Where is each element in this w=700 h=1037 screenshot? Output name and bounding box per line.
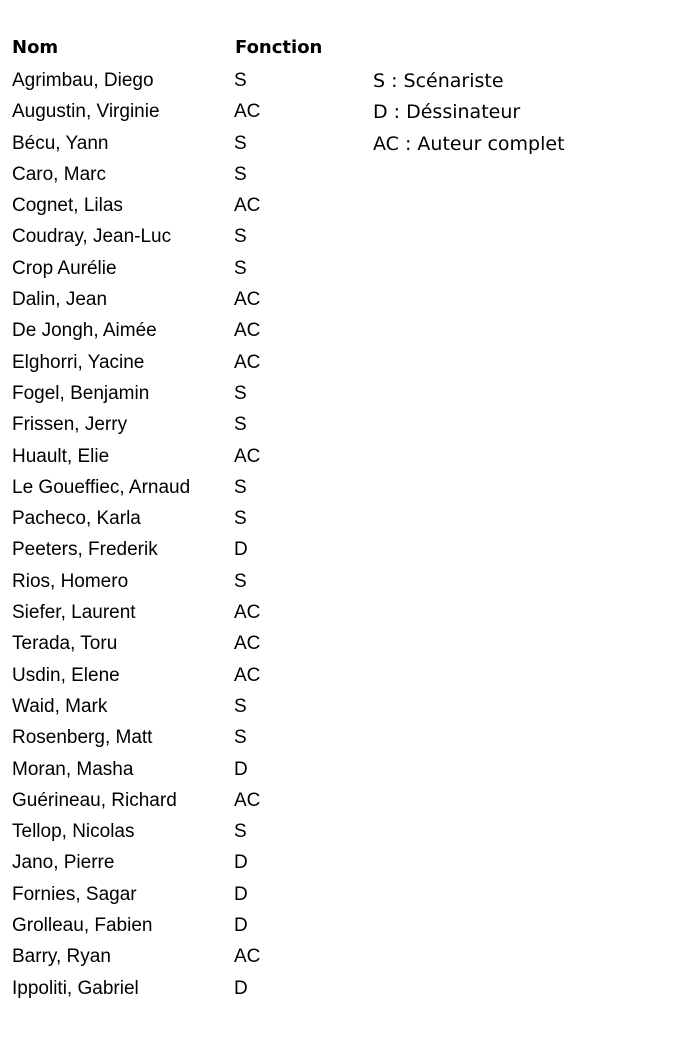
author-name: Coudray, Jean-Luc — [12, 226, 172, 248]
author-name: Fornies, Sagar — [12, 883, 137, 905]
author-role: D — [234, 883, 248, 905]
author-name: Moran, Masha — [12, 758, 134, 780]
author-name: Siefer, Laurent — [12, 602, 136, 624]
author-name: De Jongh, Aimée — [12, 320, 157, 342]
author-name: Pacheco, Karla — [12, 508, 141, 530]
author-name: Peeters, Frederik — [12, 539, 158, 561]
table-row — [12, 913, 372, 944]
author-role: AC — [234, 445, 261, 467]
author-role: S — [234, 70, 247, 91]
table-row — [12, 631, 372, 662]
author-name: Huault, Elie — [12, 445, 110, 467]
author-role: AC — [234, 351, 261, 373]
table-row — [12, 944, 372, 975]
author-role: S — [234, 508, 247, 530]
table-row — [12, 569, 372, 600]
table-row — [12, 663, 372, 694]
table-row — [12, 162, 372, 193]
table-row — [12, 976, 372, 1007]
author-name: Crop Aurélie — [12, 257, 117, 279]
author-role: AC — [234, 602, 261, 624]
author-name: Caro, Marc — [12, 163, 106, 185]
author-name: Rios, Homero — [12, 570, 129, 592]
author-name: Elghorri, Yacine — [12, 351, 145, 373]
table-row — [12, 99, 372, 130]
table-row — [12, 600, 372, 631]
table-row — [12, 537, 372, 568]
author-name: Tellop, Nicolas — [12, 821, 135, 843]
author-role: S — [234, 570, 247, 592]
table-row — [12, 287, 372, 318]
author-role: AC — [234, 789, 261, 811]
author-role: D — [234, 915, 248, 937]
author-role: S — [234, 414, 247, 436]
table-row — [12, 381, 372, 412]
table-row — [12, 506, 372, 537]
author-name: Fogel, Benjamin — [12, 382, 150, 404]
author-name: Agrimbau, Diego — [12, 70, 154, 91]
author-role: D — [234, 539, 248, 561]
author-role: AC — [234, 633, 261, 655]
table-row — [12, 318, 372, 349]
author-name: Grolleau, Fabien — [12, 915, 153, 937]
author-role: D — [234, 977, 248, 999]
table-row — [12, 131, 372, 162]
table-row — [12, 725, 372, 756]
author-name: Guérineau, Richard — [12, 789, 177, 811]
table-row — [12, 850, 372, 881]
legend-item: D : Déssinateur — [373, 101, 521, 124]
author-role: AC — [234, 289, 261, 311]
authors-list — [12, 68, 372, 1007]
author-name: Cognet, Lilas — [12, 195, 123, 217]
author-name: Dalin, Jean — [12, 289, 108, 311]
table-row — [12, 68, 372, 99]
legend — [373, 68, 565, 162]
author-name: Usdin, Elene — [12, 664, 120, 686]
table-row — [12, 819, 372, 850]
table-row — [12, 350, 372, 381]
author-name: Ippoliti, Gabriel — [12, 977, 139, 999]
author-name: Barry, Ryan — [12, 946, 111, 968]
table-row — [12, 256, 372, 287]
legend-item: S : Scénariste — [373, 70, 504, 92]
table-row — [12, 694, 372, 725]
author-name: Bécu, Yann — [12, 132, 109, 154]
author-name: Le Goueffiec, Arnaud — [12, 476, 191, 498]
author-name: Frissen, Jerry — [12, 414, 128, 436]
author-role: D — [234, 758, 248, 780]
author-role: S — [234, 163, 247, 185]
table-row — [12, 224, 372, 255]
author-name: Jano, Pierre — [12, 852, 115, 874]
table-row — [12, 444, 372, 475]
author-role: AC — [234, 320, 261, 342]
author-role: S — [234, 821, 247, 843]
author-role: S — [234, 695, 247, 717]
header-nom: Nom — [12, 37, 59, 58]
author-role: S — [234, 132, 247, 154]
header-fonction: Fonction — [235, 37, 323, 58]
table-row — [12, 757, 372, 788]
author-role: AC — [234, 195, 261, 217]
author-role: AC — [234, 101, 261, 123]
author-role: S — [234, 257, 247, 279]
author-role: S — [234, 382, 247, 404]
author-name: Rosenberg, Matt — [12, 727, 153, 749]
author-name: Terada, Toru — [12, 633, 118, 655]
table-row — [12, 193, 372, 224]
table-row — [12, 882, 372, 913]
author-role: D — [234, 852, 248, 874]
author-role: AC — [234, 664, 261, 686]
author-name: Augustin, Virginie — [12, 101, 160, 123]
table-row — [12, 475, 372, 506]
author-role: S — [234, 727, 247, 749]
table-row — [12, 412, 372, 443]
legend-item: AC : Auteur complet — [373, 132, 565, 155]
author-role: AC — [234, 946, 261, 968]
author-role: S — [234, 226, 247, 248]
table-row — [12, 788, 372, 819]
author-role: S — [234, 476, 247, 498]
author-name: Waid, Mark — [12, 695, 108, 717]
